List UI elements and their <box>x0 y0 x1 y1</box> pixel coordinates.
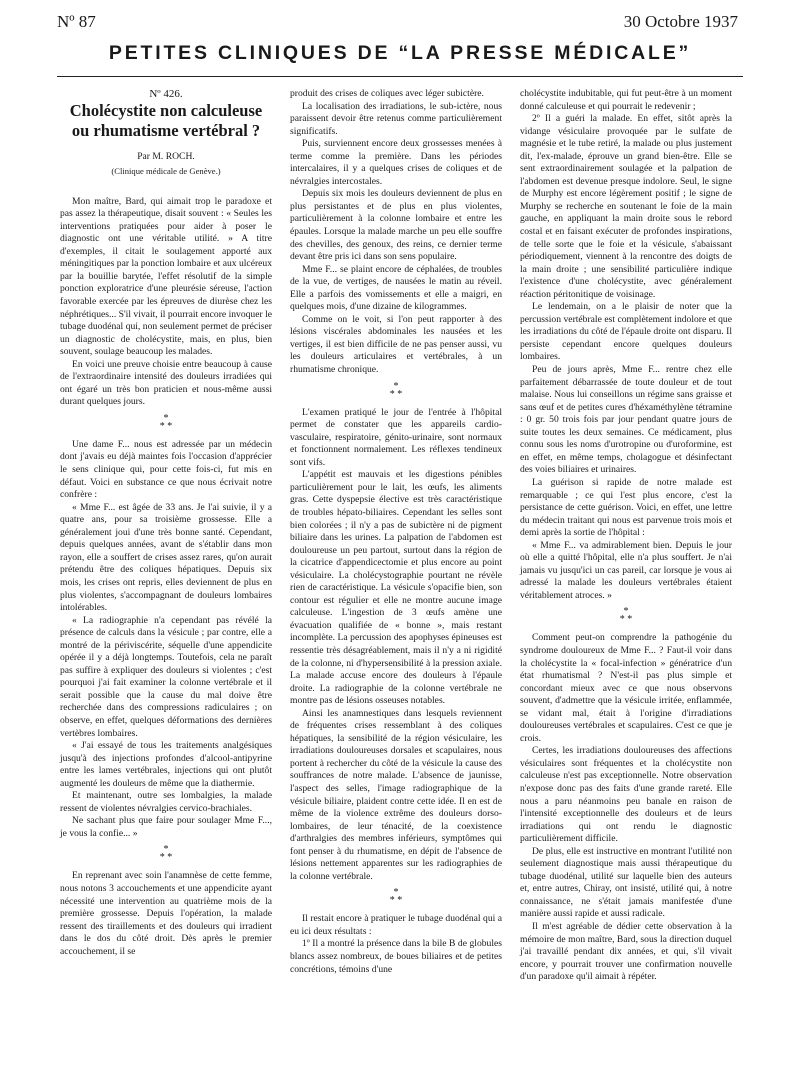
paragraph: Comme on le voit, si l'on peut rapporter à des lésions viscérales abdominales les nausées et les vertiges, il est bien difficile de ne pas penser aussi, vu les douleurs articulaires et vertébrales, à un rhumatisme chronique. <box>290 313 502 376</box>
column-2 <box>290 88 502 976</box>
paragraph: Certes, les irradiations douloureuses des affections vésiculaires sont fréquentes et la cholécystite non calculeuse n'est pas exceptionnelle. Notre observation n'expose donc pas des faits d'une grande rareté. Elle nous a paru néanmoins peu banale en raison de l'intensité exceptionnelle des douleurs et de leurs irradiations qui ont rendu le diagnostic particulièrement difficile. <box>520 745 732 845</box>
paragraph: Comment peut-on comprendre la pathogénie du syndrome douloureux de Mme F... ? Faut-il voir dans la cholécystite la « focal-infection » génératrice d'un état rhumatismal ? N'est-il pas plus simple et concordant mieux avec ce que nous observons souvent, d'admettre que la vésicule irritée, enflammée, se vidant mal, était à l'origine d'irradiations douloureuses vertébrales et scapulaires. C'est ce que je crois. <box>520 632 732 744</box>
paragraph: La guérison si rapide de notre malade est remarquable ; ce qui l'est plus encore, c'est la persistance de cette guérison. Voici, en effet, une lettre du médecin traitant qui nous est parvenue trois mois et demi après la sortie de l'hôpital : <box>520 476 732 539</box>
paragraph: Le lendemain, on a le plaisir de noter que la percussion vertébrale est complètement indolore et que les irradiations du côté de l'épaule droite ont disparu. Il persiste cependant encore quelques douleurs lombaires. <box>520 301 732 363</box>
paragraph: Une dame F... nous est adressée par un médecin dont j'avais eu déjà maintes fois l'occasion d'apprécier le sens clinique qui, pour cette fois-ci, fut mis en défaut. Voici en substance ce que nous écrivait notre confrère : <box>60 438 272 501</box>
paragraph: produit des crises de coliques avec léger subictère. <box>290 88 484 99</box>
paragraph: « La radiographie n'a cependant pas révélé la présence de calculs dans la vésicule ; par contre, elle a montré de la périviscérite, séquelle d'une appendicite opérée il y a déjà longtemps. Toutefois, cela ne paraît pas suffire à expliquer des douleurs si violentes ; c'est pourquoi j'ai fait examiner la colonne vertébrale et il serait possible que la cause du mal doive être recherchée dans des compressions radiculaires ; on observe, en effet, quelques déformations des dernières vertèbres lombaires. <box>60 614 272 739</box>
paragraph: La localisation des irradiations, le sub-ictère, nous paraissent devoir être retenus comme particulièrement significatifs. <box>290 100 502 137</box>
paragraph: Puis, surviennent encore deux grossesses menées à terme comme la première. Dans les périodes intercalaires, il y a quelques crises de coliques et de névralgies intercostales. <box>290 138 502 187</box>
section-separator: * * * <box>389 887 403 907</box>
paragraph: cholécystite indubitable, qui fut peut-être à un moment donné calculeuse et qui pourrait le redevenir ; <box>520 88 732 112</box>
paragraph: Mme F... se plaint encore de céphalées, de troubles de la vue, de vertiges, de nausées le matin au réveil. Elle a parfois des vomissements et elle a maigri, en quelques mois, d'une dizaine de kilogrammes. <box>290 263 502 313</box>
article-title-line-1: Cholécystite non calculeuse <box>69 100 263 120</box>
paragraph: « Mme F... est âgée de 33 ans. Je l'ai suivie, il y a quatre ans, pour sa troisième grossesse. Elle a généralement joui d'une très bonne santé. Cependant, depuis quelques années, avant de s'établir dans mon rayon, elle a souffert de crises assez rares, qu'on aurait prétendu être des coliques hépatiques. Depuis six mois, les crises ont repris, elles deviennent de plus en plus violentes, s'accompagnant de douleurs lombaires intolérables. <box>60 501 272 614</box>
masthead-rule <box>57 76 743 77</box>
paragraph: 2º Il a guéri la malade. En effet, sitôt après la vidange vésiculaire provoquée par le sulfate de magnésie et le tube retiré, la malade ou plus justement dit, l'ex-malade, éprouve un grand bien-être. Elle se sent extraordinairement soulagée et la palpation de l'abdomen est devenue presque indolore. Seul, le signe de Murphy est encore légèrement positif ; le signe de Murphy se recherche en soutenant le foie de la main gauche, en appliquant la main droite sous le rebord costal et en faisant exécuter de profondes inspirations, de telle sorte que le foie et la vésicule, s'abaissant périodiquement, viennent à la rencontre des doigts de la main droite ; une sensibilité particulière indique l'existence d'une cholécystite, avec généralement réaction péritonitique de voisinage. <box>520 113 732 300</box>
paragraph: Il m'est agréable de dédier cette observation à la mémoire de mon maître, Bard, sous la direction duquel j'ai travaillé pendant dix années, et qui, s'il vivait encore, y pourrait trouver une confirmation nouvelle d'un paradoxe qu'il aimait à répéter. <box>520 921 732 983</box>
paragraph: Il restait encore à pratiquer le tubage duodénal qui a eu ici deux résultats : <box>290 913 502 937</box>
paragraph: Peu de jours après, Mme F... rentre chez elle parfaitement débarrassée de toute douleur et de tout malaise. Nous lui conseillons un régime sans graisse et sans œuf et de petites cures d'héxaméthylène tétramine : 0 gr. 50 trois fois par jour pendant quatre jours de suite toutes les deux semaines. Ce médicament, plus connu sous les noms d'urotropine ou d'uroformine, est en effet, en même temps, cholagogue et désinfectant des voies biliaires et urinaires. <box>520 364 732 476</box>
masthead: PETITES CLINIQUES DE “LA PRESSE MÉDICALE” <box>108 42 692 64</box>
paragraph: En voici une preuve choisie entre beaucoup à cause de l'extraordinaire intensité des douleurs irradiées qui ont égaré un très bon praticien et nous-même aussi durant quelques jours. <box>60 358 272 408</box>
issue-date: 30 Octobre 1937 <box>623 12 738 31</box>
column-3 <box>520 88 732 984</box>
paragraph: Mon maître, Bard, qui aimait trop le paradoxe et pas assez la thérapeutique, disait souvent : « Seules les interventions pratiquées pour aider à poser le diagnostic ont une véritable utilité. » A titre d'exemples, il citait le soulagement apporté aux méningitiques par la ponction lombaire et aux ulcéreux par la bouillie barytée, l'effet résolutif de la simple ponction exploratrice d'une pleurésie séreuse, l'action favorable exercée par les épreuves de diurèse chez les néphrétiques... S'il vivait, il pourrait encore invoquer le tubage duodénal qui, non seulement permet de préciser un diagnostic de cholécystite, mais, en plus, bien souvent, soulage beaucoup les malades. <box>60 195 272 358</box>
section-separator: * * * <box>389 380 403 400</box>
section-separator: * * * <box>159 412 173 432</box>
article-author: Par M. ROCH. <box>137 150 195 162</box>
issue-number: Nº 87 <box>57 12 96 31</box>
article-title-line-2: ou rhumatisme vertébral ? <box>71 120 261 140</box>
section-separator: * * * <box>159 844 173 864</box>
paragraph: Ainsi les anamnestiques dans lesquels reviennent de fréquentes crises ressemblant à des coliques hépatiques, la sensibilité de la région vésiculaire, les irradiations douloureuses dorsales et scapulaires, nous portent à rechercher du côté de la vésicule la cause des souffrances de notre malade. L'absence de jaunisse, l'aspect des selles, l'image radiographique de la vésicule biliaire, plaident contre cette idée. Il en est de même de la violence extrême des douleurs dorso-lombaires, de leur ténacité, de la coexistence d'arthralgies des membres inférieurs, symptômes qui font penser à du rhumatisme, en dépit de l'absence de lésions nettement apparentes sur les radiographies de la colonne vertébrale. <box>290 707 502 882</box>
article-title <box>60 101 272 141</box>
paragraph: Ne sachant plus que faire pour soulager Mme F..., je vous la confie... » <box>60 815 272 839</box>
paragraph: Depuis six mois les douleurs deviennent de plus en plus persistantes et de plus en plus violentes, particulièrement à la colonne lombaire et entre les épaules. Lorsque la malade marche un peu elle souffre des chevilles, des genoux, des reins, ce dernier terme devant être pris ici dans son sens populaire. <box>290 188 502 263</box>
article-affiliation: (Clinique médicale de Genève.) <box>111 166 221 177</box>
column-1 <box>60 88 272 958</box>
paragraph: L'appétit est mauvais et les digestions pénibles particulièrement pour le lait, les œufs, les aliments gras. Cette dyspepsie élective est très caractéristique de troubles hépato-biliaires. Cependant les selles sont bien colorées ; il n'y a pas de subictère ni de pigment biliaire dans les urines. La palpation de l'abdomen est douloureuse un peu partout, surtout dans la région de la cicatrice d'appendicectomie et plus encore au point vésiculaire. La cholécystographie pourtant ne révèle rien de caractéristique. La vésicule s'opacifie bien, son contour est régulier et elle ne montre aucune image calculeuse. L'ingestion de 3 œufs amène une évacuation qualifiée de « bonne », mais restant incomplète. La percussion des apophyses épineuses est ressentie très désagréablement, mais il n'y a ni rigidité de la colonne, ni d'hypersensibilité à la pression axiale. La malade accuse encore des douleurs à l'épaule droite. La radiographie de la colonne vertébrale ne montre pas de lésions osseuses notables. <box>290 469 502 707</box>
paragraph: « Mme F... va admirablement bien. Depuis le jour où elle a quitté l'hôpital, elle n'a plus souffert. Je n'ai jamais vu jusqu'ici un cas pareil, car lorsque je vous ai adressé la malade les douleurs vertébrales étaient véritablement atroces. » <box>520 539 732 601</box>
paragraph: Et maintenant, outre ses lombalgies, la malade ressent de violentes névralgies cervico-brachiales. <box>60 790 272 814</box>
paragraph: 1º Il a montré la présence dans la bile B de globules blancs assez nombreux, de boues biliaires et de petites concrétions, témoins d'une <box>290 938 502 975</box>
paragraph: De plus, elle est instructive en montrant l'utilité non seulement diagnostique mais aussi thérapeutique du tubage duodénal, utilité sur laquelle bien des auteurs et, entre autres, Chiray, ont insisté, utilité qui, à notre connaissance, ne s'était jamais manifestée d'une manière aussi rapide et aussi radicale. <box>520 845 732 920</box>
article-number: Nº 426. <box>149 88 183 100</box>
paragraph: « J'ai essayé de tous les traitements analgésiques jusqu'à des injections profondes d'alcool-antipyrine entre les lames vertébrales, injections qui ont plutôt augmenté les douleurs de même que la diathermie. <box>60 740 272 789</box>
section-separator: * * * <box>619 606 633 626</box>
paragraph: En reprenant avec soin l'anamnèse de cette femme, nous notons 3 accouchements et une appendicite ayant nécessité une intervention au quatrième mois de la première grossesse. Depuis l'opération, la malade ressent des tiraillements et des douleurs qui irradient dans le dos du côté droit. Dès après le premier accouchement, il se <box>60 870 272 957</box>
paragraph: L'examen pratiqué le jour de l'entrée à l'hôpital permet de constater que les appareils cardio-vasculaire, respiratoire, génito-urinaire, sont normaux et fonctionnent normalement. Les réflexes tendineux sont vifs. <box>290 406 502 468</box>
